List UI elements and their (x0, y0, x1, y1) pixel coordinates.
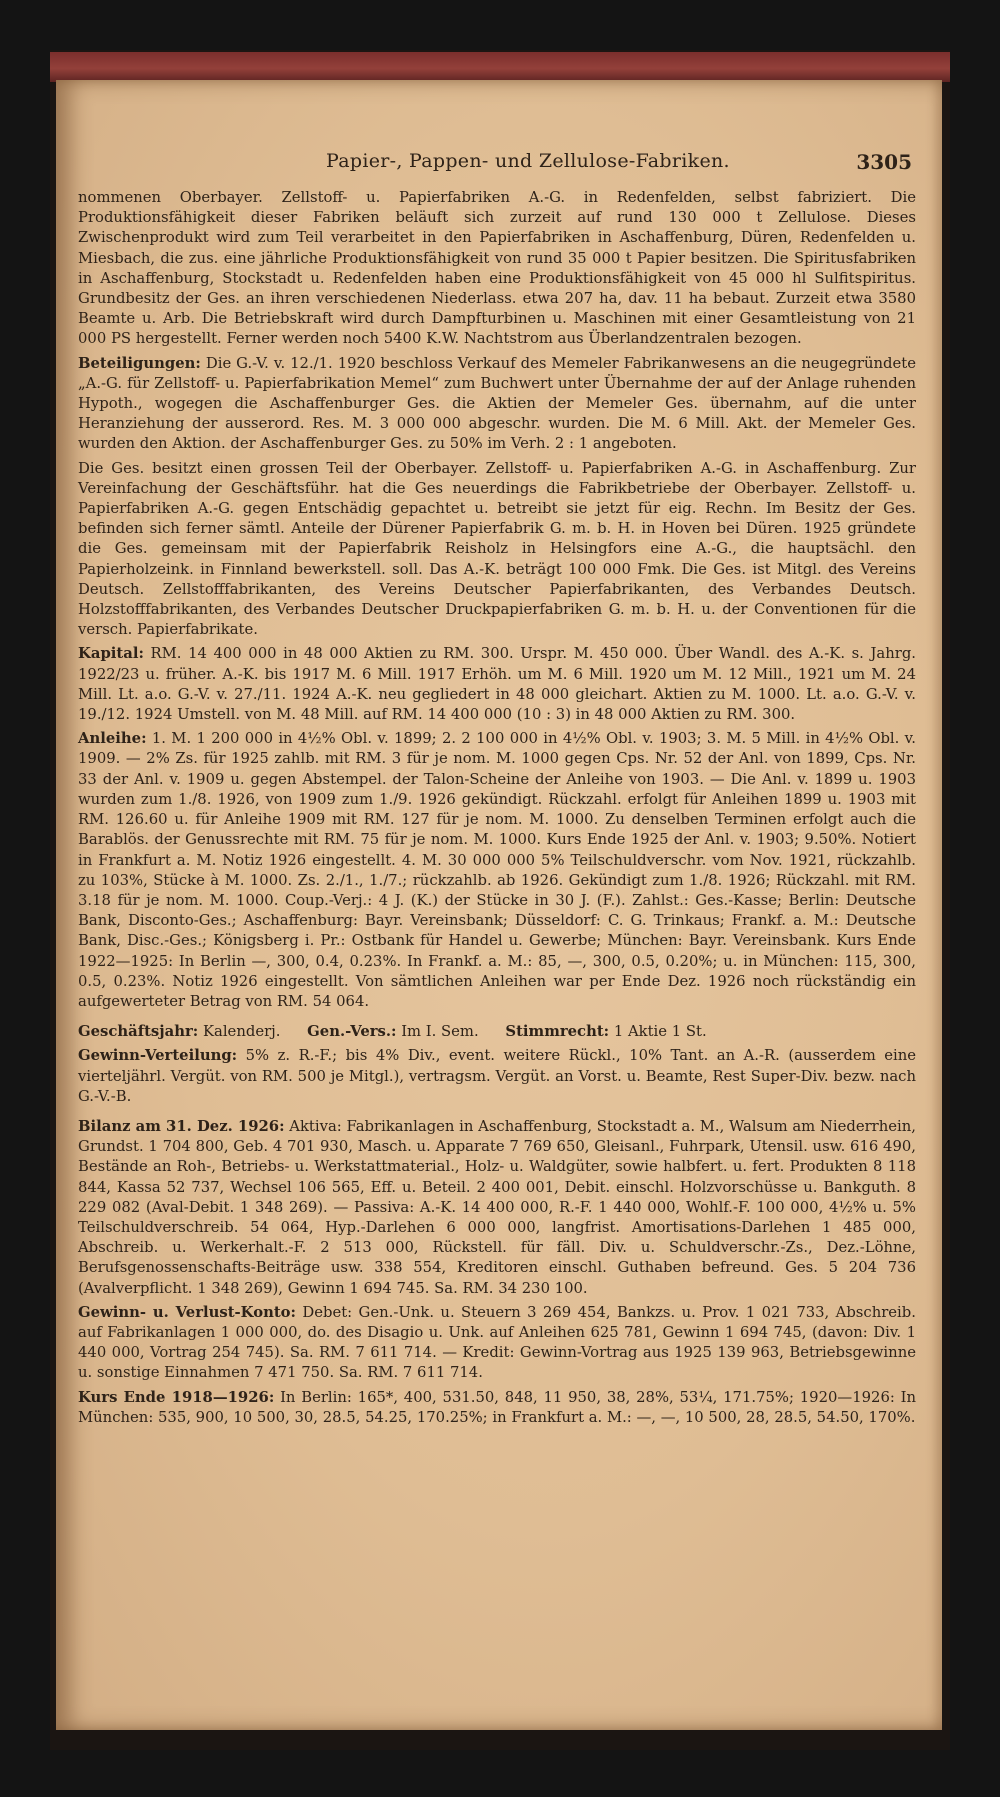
paragraph-text: Aktiva: Fabrikanlagen in Aschaffenburg, Stockstadt a. M., Walsum am Niederrhein, Grundst. 1 704 800, Geb. 4 701 930, Masch. u. Apparate 7 769 650, Gleisanl., Fuhrpark, Utensil. usw. 616 490, Bestände an Roh-, Betriebs- u. Werkstattmaterial., Holz- u. Waldgüter, sowie halbfert. u. fert. Produkten 8 118 844, Kassa 52 737, Wechsel 106 565, Eff. u. Beteil. 2 400 001, Debit. einschl. Holzvorschüsse u. Bankguth. 8 229 082 (Aval-Debit. 1 348 269). — Passiva: A.-K. 14 400 000, R.-F. 1 440 000, Wohlf.-F. 100 000, 4½% u. 5% Teilschuldverschreib. 54 064, Hyp.-Darlehen 6 000 000, langfrist. Amortisations-Darlehen 1 485 000, Abschreib. u. Werkerhalt.-F. 2 513 000, Rückstell. für fäll. Div. u. Schuldverschr.-Zs., Dez.-Löhne, Berufsgenossenschafts-Beiträge usw. 338 554, Kreditoren einschl. Guthaben befreund. Ges. 5 204 736 (Avalverpflicht. 1 348 269), Gewinn 1 694 745. Sa. RM. 34 230 100. (78, 1117, 916, 1297)
page-body (78, 188, 916, 1432)
page-header (116, 150, 912, 180)
paragraph-bilanz (78, 1117, 916, 1299)
paragraph-geschaeftsjahr (78, 1022, 916, 1042)
paragraph-anleihe (78, 729, 916, 1012)
paragraph-besitz (78, 459, 916, 641)
paragraph-text: RM. 14 400 000 in 48 000 Aktien zu RM. 300. Urspr. M. 450 000. Über Wandl. des A.-K. s. Jahrg. 1922/23 u. früher. A.-K. bis 1917 M. 6 Mill. 1917 Erhöh. um M. 6 Mill. 1920 um M. 12 Mill., 1921 um M. 24 Mill. Lt. a.o. G.-V. v. 27./11. 1924 A.-K. neu gegliedert in 48 000 gleichart. Aktien zu M. 1000. Lt. a.o. G.-V. v. 19./12. 1924 Umstell. von M. 48 Mill. auf RM. 14 400 000 (10 : 3) in 48 000 Aktien zu RM. 300. (78, 645, 916, 724)
section-label: Gen.-Vers.: (307, 1023, 397, 1041)
paragraph-text: 5% z. R.-F.; bis 4% Div., event. weitere Rückl., 10% Tant. an A.-R. (ausserdem eine vierteljährl. Vergüt. von RM. 500 je Mitgl.), vertragsm. Vergüt. an Vorst. u. Beamte, Rest Super-Div. bezw. nach G.-V.-B. (78, 1047, 916, 1105)
section-label: Stimmrecht: (505, 1023, 610, 1041)
book-cover-edge (50, 52, 950, 82)
paragraph-production (78, 188, 916, 350)
section-label: Gewinn-Verteilung: (78, 1047, 238, 1065)
paragraph-text: Im I. Sem. (401, 1023, 479, 1041)
paragraph-text: Die G.-V. v. 12./1. 1920 beschloss Verkauf des Memeler Fabrikanwesens an die neugegründete „A.-G. für Zellstoff- u. Papierfabrikation Memel“ zum Buchwert unter Übernahme der auf der Anlage ruhenden Hypoth., wogegen die Aschaffenburger Ges. die Aktien der Memeler Ges. übernahm, auf die unter Heranziehung der ausserord. Res. M. 3 000 000 abgeschr. wurden. Die M. 6 Mill. Akt. der Memeler Ges. wurden den Aktion. der Aschaffenburger Ges. zu 50% im Verh. 2 : 1 angeboten. (78, 354, 916, 453)
section-label: Geschäftsjahr: (78, 1023, 199, 1041)
paragraph-beteiligungen (78, 354, 916, 455)
paragraph-text: Die Ges. besitzt einen grossen Teil der Oberbayer. Zellstoff- u. Papierfabriken A.-G. in Aschaffenburg. Zur Vereinfachung der Geschäftsführ. hat die Ges neuerdings die Fabrikbetriebe der Oberbayer. Zellstoff- u. Papierfabriken A.-G. gegen Entschädig gepachtet u. betreibt sie jetzt für eig. Rechn. Im Besitz der Ges. befinden sich ferner sämtl. Anteile der Dürener Papierfabrik G. m. b. H. in Hoven bei Düren. 1925 gründete die Ges. gemeinsam mit der Papierfabrik Reisholz in Helsingfors eine A.-G., die hauptsächl. den Papierholzeink. in Finnland bewerkstell. soll. Das A.-K. beträgt 100 000 Fmk. Die Ges. ist Mitgl. des Vereins Deutsch. Zellstofffabrikanten, des Vereins Deutscher Papierfabrikanten, des Verbandes Deutsch. Holzstofffabrikanten, des Verbandes Deutscher Druckpapierfabriken G. m. b. H. u. der Conventionen für die versch. Papierfabrikate. (78, 459, 916, 639)
book-page (56, 80, 942, 1730)
section-label: Beteiligungen: (78, 354, 201, 372)
page-number: 3305 (856, 150, 912, 174)
running-title: Papier-, Pappen- und Zellulose-Fabriken. (326, 150, 730, 172)
section-label: Gewinn- u. Verlust-Konto: (78, 1303, 296, 1321)
section-label: Kapital: (78, 645, 144, 663)
section-label: Anleihe: (78, 730, 147, 748)
paragraph-text: Debet: Gen.-Unk. u. Steuern 3 269 454, Bankzs. u. Prov. 1 021 733, Abschreib. auf Fabrikanlagen 1 000 000, do. des Disagio u. Unk. auf Anleihen 625 781, Gewinn 1 694 745, (davon: Div. 1 440 000, Vortrag 254 745). Sa. RM. 7 611 714. — Kredit: Gewinn-Vortrag aus 1925 139 963, Betriebsgewinne u. sonstige Einnahmen 7 471 750. Sa. RM. 7 611 714. (78, 1303, 916, 1382)
paragraph-text: 1. M. 1 200 000 in 4½% Obl. v. 1899; 2. 2 100 000 in 4½% Obl. v. 1903; 3. M. 5 Mill. in 4½% Obl. v. 1909. — 2% Zs. für 1925 zahlb. mit RM. 3 für je nom. M. 1000 gegen Cps. Nr. 52 der Anl. von 1899, Cps. Nr. 33 der Anl. v. 1909 u. gegen Abstempel. der Talon-Scheine der Anleihe von 1903. — Die Anl. v. 1899 u. 1903 wurden zum 1./8. 1926, von 1909 zum 1./9. 1926 gekündigt. Rückzahl. erfolgt für Anleihen 1899 u. 1903 mit RM. 126.60 u. für Anleihe 1909 mit RM. 127 für je nom. M. 1000. Zu denselben Terminen erfolgt auch die Barablös. der Genussrechte mit RM. 75 für je nom. M. 1000. Kurs Ende 1925 der Anl. v. 1903; 9.50%. Notiert in Frankfurt a. M. Notiz 1926 eingestellt. 4. M. 30 000 000 5% Teilschuldverschr. vom Nov. 1921, rückzahlb. zu 103%, Stücke à M. 1000. Zs. 2./1., 1./7.; rückzahlb. ab 1926. Gekündigt zum 1./8. 1926; Rückzahl. mit RM. 3.18 für je nom. M. 1000. Coup.-Verj.: 4 J. (K.) der Stücke in 30 J. (F.). Zahlst.: Ges.-Kasse; Berlin: Deutsche Bank, Disconto-Ges.; Aschaffenburg: Bayr. Vereinsbank; Düsseldorf: C. G. Trinkaus; Frankf. a. M.: Deutsche Bank, Disc.-Ges.; Königsberg i. Pr.: Ostbank für Handel u. Gewerbe; München: Bayr. Vereinsbank. Kurs Ende 1922—1925: In Berlin —, 300, 0.4, 0.23%. In Frankf. a. M.: 85, —, 300, 0.5, 0.20%; u. in München: 115, 300, 0.5, 0.23%. Notiz 1926 eingestellt. Von sämtlichen Anleihen war per Ende Dez. 1926 noch rückständig ein aufgewerteter Betrag von RM. 54 064. (78, 730, 916, 1010)
paragraph-kurs (78, 1388, 916, 1428)
paragraph-text: Kalenderj. (202, 1023, 281, 1041)
paragraph-kapital (78, 644, 916, 725)
paragraph-text: In Berlin: 165*, 400, 531.50, 848, 11 950, 38, 28%, 53¼, 171.75%; 1920—1926: In München: 535, 900, 10 500, 30, 28.5, 54.25, 170.25%; in Frankfurt a. M.: —, —, 10 500, 28, 28.5, 54.50, 170%. (78, 1388, 916, 1426)
paragraph-gewinn-verlust (78, 1303, 916, 1384)
section-label: Kurs Ende 1918—1926: (78, 1388, 275, 1406)
paragraph-gewinn-verteilung (78, 1046, 916, 1107)
paragraph-text: 1 Aktie 1 St. (613, 1023, 707, 1041)
section-label: Bilanz am 31. Dez. 1926: (78, 1117, 285, 1135)
paragraph-text: nommenen Oberbayer. Zellstoff- u. Papierfabriken A.-G. in Redenfelden, selbst fabriziert. Die Produktionsfähigkeit dieser Fabriken beläuft sich zurzeit auf rund 130 000 t Zellulose. Dieses Zwischenprodukt wird zum Teil verarbeitet in den Papierfabriken in Aschaffenburg, Düren, Redenfelden u. Miesbach, die zus. eine jährliche Produktionsfähigkeit von rund 35 000 t Papier besitzen. Die Spiritusfabriken in Aschaffenburg, Stockstadt u. Redenfelden haben eine Produktionsfähigkeit von 45 000 hl Sulfitspiritus. Grundbesitz der Ges. an ihren verschiedenen Niederlass. etwa 207 ha, dav. 11 ha bebaut. Zurzeit etwa 3580 Beamte u. Arb. Die Betriebskraft wird durch Dampfturbinen u. Maschinen mit einer Gesamtleistung von 21 000 PS hergestellt. Ferner werden noch 5400 K.W. Nachtstrom aus Überlandzentralen bezogen. (78, 189, 916, 348)
